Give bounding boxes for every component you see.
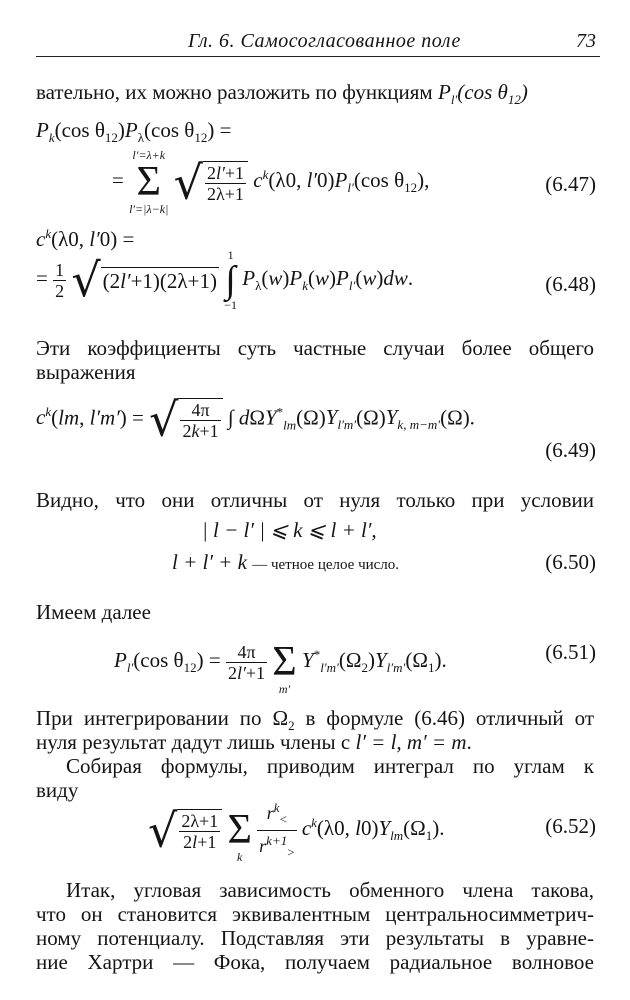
paragraph-line: Имеем далее <box>36 600 151 624</box>
equation-number: (6.49) <box>545 438 596 462</box>
paragraph-line: Итак, угловая зависимость обменного члена такова, <box>66 878 594 902</box>
paragraph-line: виду <box>36 778 79 802</box>
equation-6-52: √ $\frac{2\lambda+1}{2l+1}$ Σ k $\frac{r^k_<}{r^{k+1}_>}$ $c^k(\lambda 0$, $l0)Y_{lm}(\Omega_1)$. <box>148 799 445 864</box>
equation-6-49: $c^k(lm$, l′m′) = √ $\frac{4\pi}{2k+1}$ ∫ $d\Omega Y^*_{lm}(\Omega)Y_{l'm'}(\Omega)Y_{k, m-m'}(\Omega)$. <box>36 392 475 447</box>
paragraph-line: что он становится эквивалентным центральносимметрич- <box>36 902 594 926</box>
paragraph-line: нуля результат дадут лишь члены с l′ = l, m′ = m. <box>36 730 472 754</box>
math-inline: $P_{l'}(\cos$ $\theta_{12}$) <box>437 80 528 108</box>
equation-number: (6.47) <box>545 172 596 196</box>
equation-6-50: l + l′ + k — четное целое число. <box>172 550 400 574</box>
equation-number: (6.52) <box>545 814 596 838</box>
equation-number: (6.48) <box>545 272 596 296</box>
paragraph-line: ному потенциалу. Подставляя эти результаты в уравне- <box>36 926 594 950</box>
integral-symbol: 1 ∫ −1 <box>224 248 237 312</box>
running-head <box>36 22 600 57</box>
equation-number: (6.50) <box>545 550 596 574</box>
sqrt-symbol: √ $\frac{2l'+1}{2\lambda+1}$ <box>174 161 248 204</box>
chapter-title: Гл. 6. Самосогласованное поле <box>188 30 461 52</box>
equation-lhs: $P_k(\cos$ $\theta_{12})P_\lambda(\cos$ $\theta_{12}$) = <box>36 118 232 146</box>
equation-number: (6.51) <box>545 640 596 664</box>
sum-symbol: l′=λ+k Σ l′=|λ−k| <box>129 148 169 216</box>
equation-lhs: $c^k(\lambda 0$, l′0) = <box>36 226 135 251</box>
paragraph-line: вательно, их можно разложить по функциям $P_{l'}(\cos$ $\theta_{12}$) <box>36 80 528 108</box>
page-number: 73 <box>576 30 596 52</box>
paragraph-line: ние Хартри — Фока, получаем радиальное волновое <box>36 950 594 974</box>
equation-6-48: = $\frac{1}{2}$ √(2l′+1)(2λ+1) 1 ∫ −1 $P_\lambda(w)P_k(w)P_{l'}(w)dw$. <box>36 248 414 312</box>
equation-6-50-condition: | l − l′ | ⩽ k ⩽ l + l′, <box>202 518 377 542</box>
equation-6-47: = l′=λ+k Σ l′=|λ−k| √ $\frac{2l'+1}{2\lambda+1}$ $c^k(\lambda 0$, $l'0)P_{l'}(\cos$ $\theta_{12}$), <box>112 148 430 216</box>
paragraph-line: При интегрировании по $\Omega_2$ в формуле (6.46) отличный от <box>36 706 594 734</box>
paragraph-line: Эти коэффициенты суть частные случаи более общего <box>36 336 594 360</box>
paragraph-line: выражения <box>36 360 136 384</box>
paragraph-line: Видно, что они отличны от нуля только при условии <box>36 488 594 512</box>
equation-6-51: $P_{l'}(\cos$ $\theta_{12}$) = $\frac{4\pi}{2l'+1}$ Σ m′ $Y^*_{l'm'}(\Omega_2)Y_{l'm'}(\Omega_1)$. <box>114 639 447 696</box>
paragraph-line: Собирая формулы, приводим интеграл по углам к <box>66 754 594 778</box>
